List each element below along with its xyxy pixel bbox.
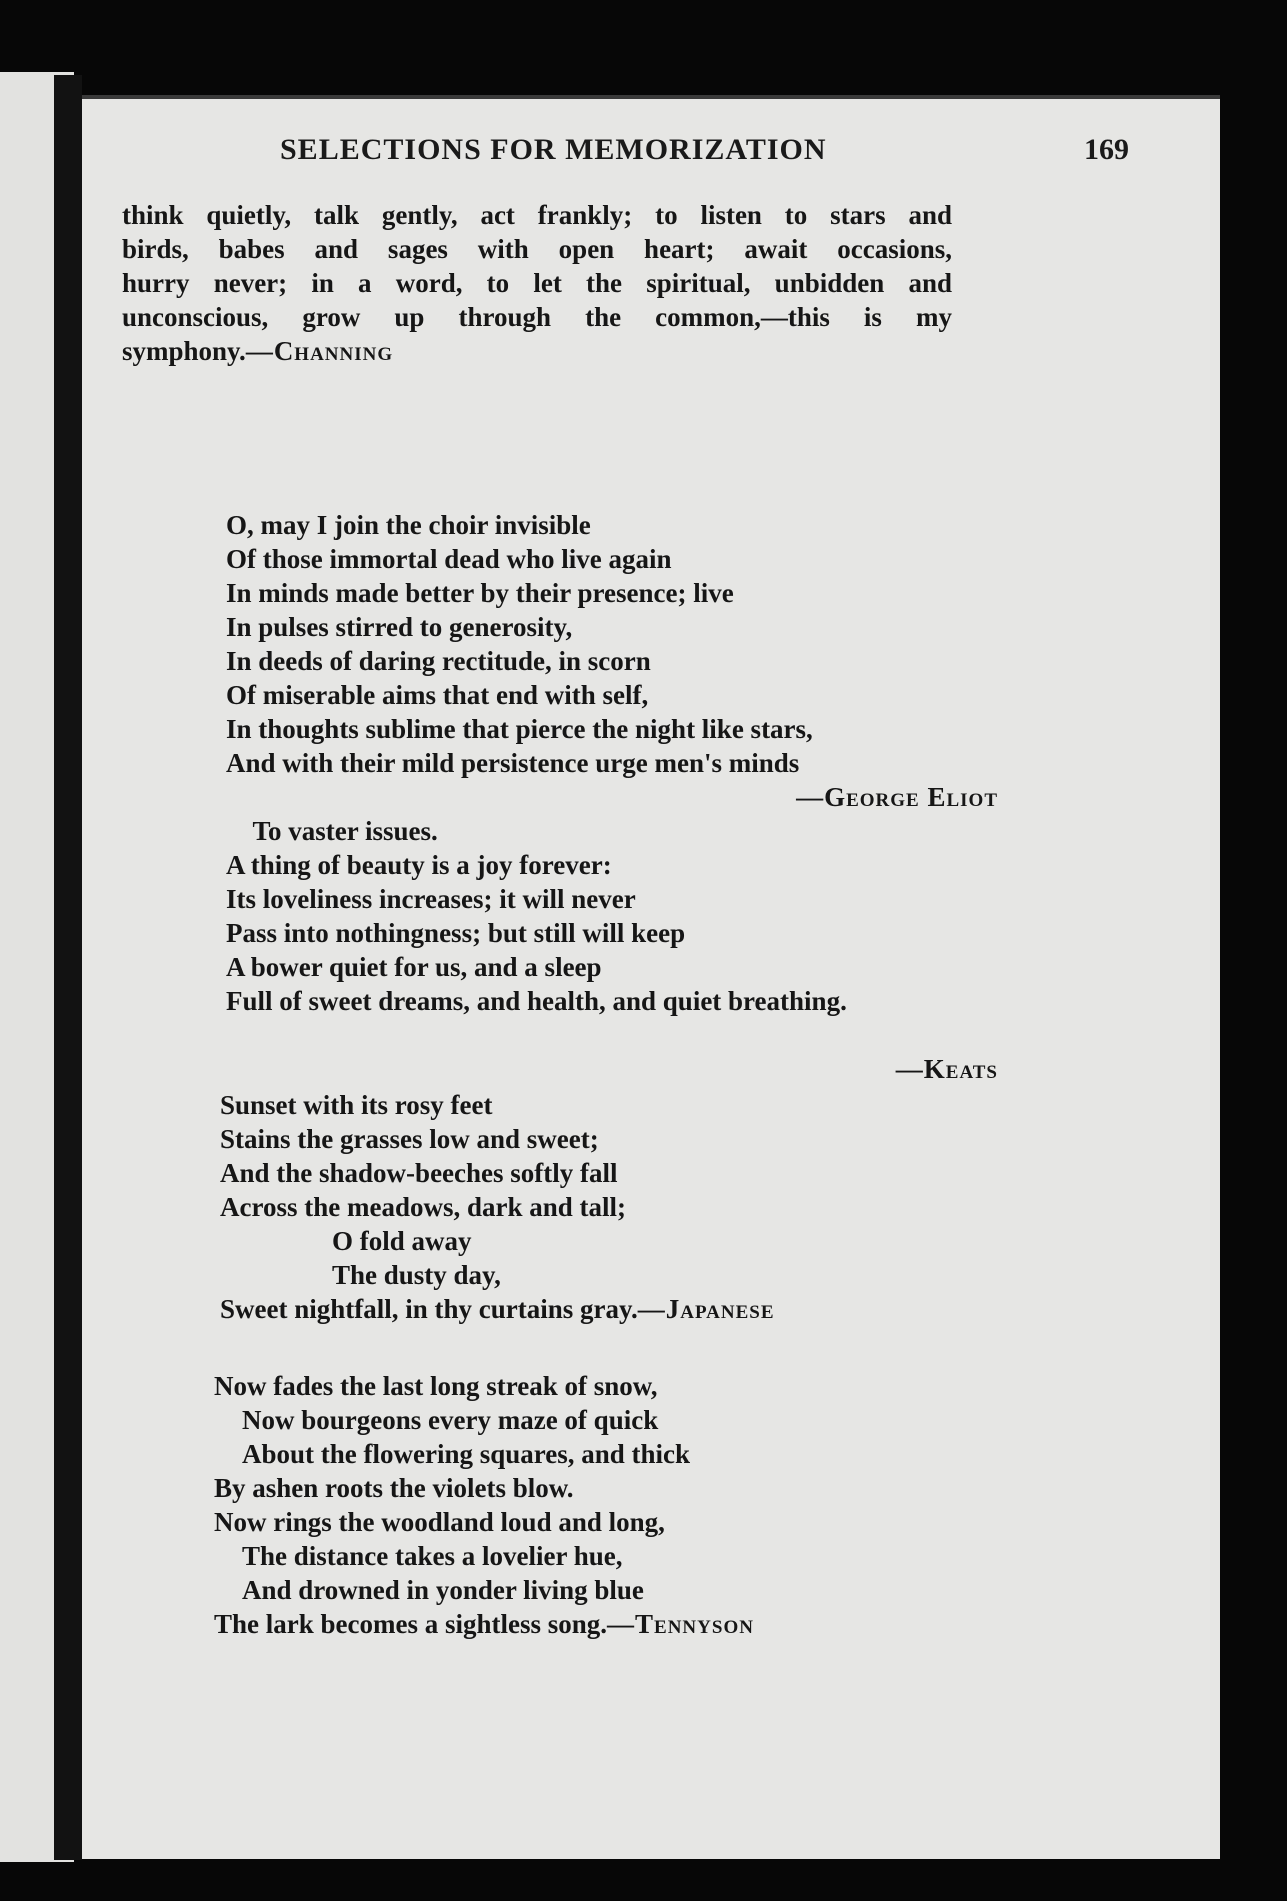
poem-line: A thing of beauty is a joy forever: — [226, 850, 612, 880]
poem-line: Sunset with its rosy feet — [220, 1090, 493, 1120]
poem-line: In thoughts sublime that pierce the night like stars, — [226, 714, 813, 744]
poem-line: A bower quiet for us, and a sleep — [226, 952, 602, 982]
poem-line — [220, 1292, 990, 1326]
poem-line: Its loveliness increases; it will never — [226, 884, 636, 914]
tennyson-poem — [214, 1369, 984, 1641]
poem-line: In deeds of daring rectitude, in scorn — [226, 646, 651, 676]
keats-poem — [226, 848, 998, 1120]
header-title: SELECTIONS FOR MEMORIZATION — [280, 133, 827, 166]
poem-line: By ashen roots the violets blow. — [214, 1473, 574, 1503]
poem-line — [214, 1607, 984, 1641]
poem-line: Now fades the last long streak of snow, — [214, 1371, 658, 1401]
poem-line: And with their mild persistence urge men's minds — [226, 748, 800, 778]
poem-line: And the shadow-beeches softly fall — [220, 1158, 618, 1188]
poem-last-line: Sweet nightfall, in thy curtains gray. — [220, 1294, 638, 1324]
tennyson-attribution: —Tennyson — [607, 1609, 754, 1639]
poem-line: Now rings the woodland loud and long, — [214, 1507, 665, 1537]
poem-line: Of those immortal dead who live again — [226, 544, 672, 574]
poem-line: In minds made better by their presence; live — [226, 578, 734, 608]
poem-line: The dusty day, — [332, 1260, 501, 1290]
poem-line: Of miserable aims that end with self, — [226, 680, 649, 710]
prose-line: birds, babes and sages with open heart; await occasions, — [122, 234, 952, 264]
japanese-poem — [220, 1088, 990, 1326]
prose-line: hurry never; in a word, to let the spiritual, unbidden and — [122, 268, 952, 298]
poem-last-line: To vaster issues. — [252, 816, 438, 846]
page-number: 169 — [1084, 133, 1129, 166]
prose-line: think quietly, talk gently, act frankly; to listen to stars and — [122, 200, 952, 230]
poem-line: O fold away — [332, 1226, 472, 1256]
eliot-attribution: —George Eliot — [796, 782, 998, 812]
japanese-attribution: —Japanese — [637, 1294, 775, 1324]
book-gutter — [54, 75, 82, 1860]
poem-line: O, may I join the choir invisible — [226, 510, 591, 540]
poem-line: The distance takes a lovelier hue, — [242, 1541, 623, 1571]
poem-line: Across the meadows, dark and tall; — [220, 1192, 627, 1222]
prose-line: unconscious, grow up through the common,—this is my — [122, 302, 952, 332]
channing-attribution: —Channing — [245, 336, 394, 366]
poem-line: About the flowering squares, and thick — [242, 1439, 691, 1469]
keats-attribution: —Keats — [895, 1054, 998, 1084]
poem-line: Full of sweet dreams, and health, and quiet breathing. — [226, 986, 847, 1016]
poem-line: And drowned in yonder living blue — [242, 1575, 644, 1605]
running-header — [280, 133, 1129, 167]
poem-line: Pass into nothingness; but still will keep — [226, 918, 686, 948]
poem-last-line: The lark becomes a sightless song. — [214, 1609, 608, 1639]
poem-line: Now bourgeons every maze of quick — [242, 1405, 659, 1435]
prose-last-line: symphony. — [122, 336, 246, 366]
poem-line: In pulses stirred to generosity, — [226, 612, 573, 642]
poem-line: Stains the grasses low and sweet; — [220, 1124, 599, 1154]
prose-line — [122, 334, 952, 368]
channing-prose — [122, 198, 952, 368]
